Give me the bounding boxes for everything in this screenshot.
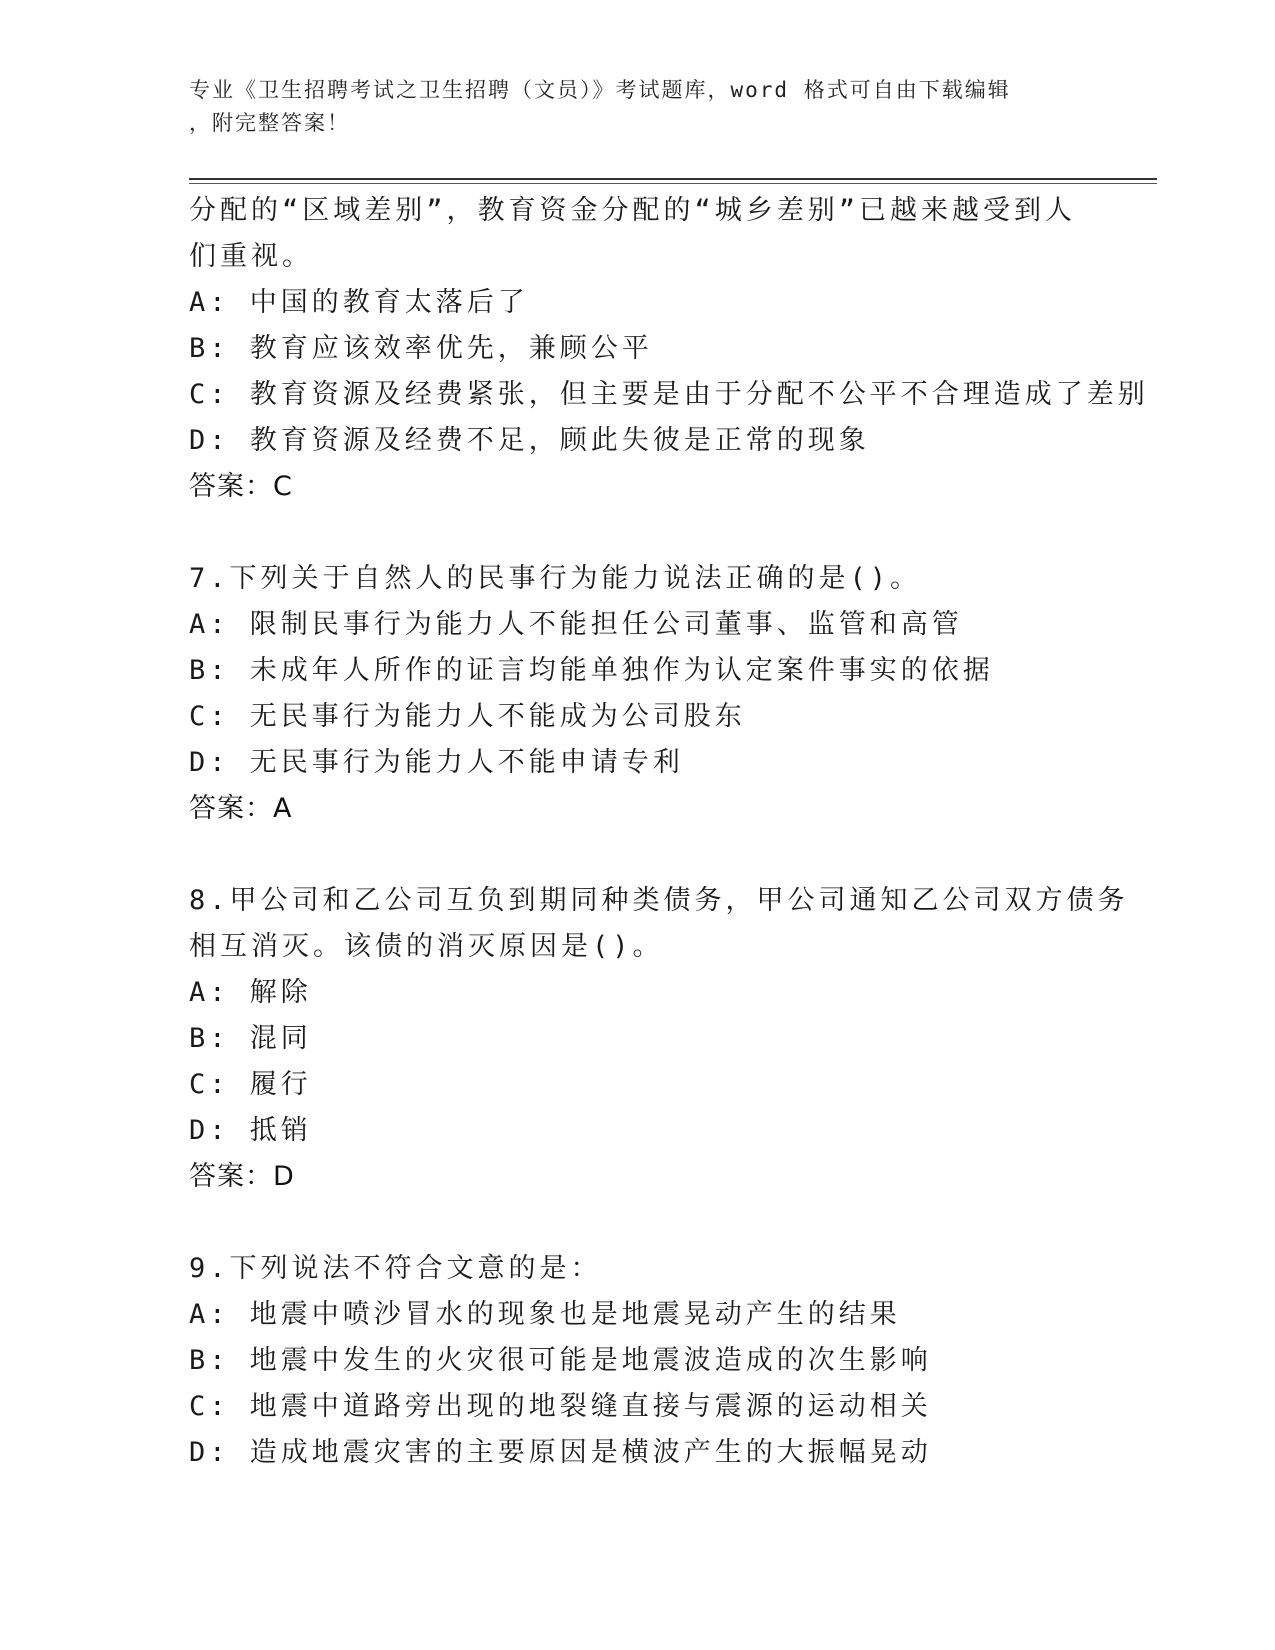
question-7-stem: 7.下列关于自然人的民事行为能力说法正确的是()。 (189, 563, 922, 594)
question-8-option-c: C: 履行 (189, 1069, 312, 1100)
question-6 (189, 188, 1149, 510)
question-6-option-c: C: 教育资源及经费紧张，但主要是由于分配不公平不合理造成了差别 (189, 379, 1149, 410)
question-9-option-c: C: 地震中道路旁出现的地裂缝直接与震源的运动相关 (189, 1391, 932, 1422)
question-6-stem-continued-1: 分配的“区域差别”，教育资金分配的“城乡差别”已越来越受到人 (189, 195, 1077, 226)
question-8-stem-line1: 8.甲公司和乙公司互负到期同种类债务，甲公司通知乙公司双方债务 (189, 885, 1129, 916)
question-list (189, 188, 1149, 1476)
question-7 (189, 556, 1149, 832)
page-header (189, 74, 1069, 140)
header-divider-thick (189, 178, 1157, 180)
question-7-option-b: B: 未成年人所作的证言均能单独作为认定案件事实的依据 (189, 655, 994, 686)
question-7-option-c: C: 无民事行为能力人不能成为公司股东 (189, 701, 746, 732)
question-7-option-d: D: 无民事行为能力人不能申请专利 (189, 747, 684, 778)
question-6-option-a: A: 中国的教育太落后了 (189, 287, 529, 318)
question-8-option-d: D: 抵销 (189, 1115, 312, 1146)
question-6-stem-continued-2: 们重视。 (189, 241, 313, 272)
question-9-stem: 9.下列说法不符合文意的是： (189, 1253, 602, 1284)
spacer (189, 510, 1149, 556)
question-9-option-b: B: 地震中发生的火灾很可能是地震波造成的次生影响 (189, 1345, 932, 1376)
question-9-option-a: A: 地震中喷沙冒水的现象也是地震晃动产生的结果 (189, 1299, 901, 1330)
question-6-option-b: B: 教育应该效率优先，兼顾公平 (189, 333, 653, 364)
question-6-option-d: D: 教育资源及经费不足，顾此失彼是正常的现象 (189, 425, 870, 456)
spacer (189, 1200, 1149, 1246)
question-6-answer: 答案：C (189, 471, 293, 502)
question-8-answer: 答案：D (189, 1161, 295, 1192)
question-7-option-a: A: 限制民事行为能力人不能担任公司董事、监管和高管 (189, 609, 963, 640)
question-8-stem-line2: 相互消灭。该债的消灭原因是()。 (189, 931, 664, 962)
question-8 (189, 878, 1149, 1200)
question-8-option-b: B: 混同 (189, 1023, 312, 1054)
question-9-option-d: D: 造成地震灾害的主要原因是横波产生的大振幅晃动 (189, 1437, 932, 1468)
spacer (189, 832, 1149, 878)
question-7-answer: 答案：A (189, 793, 293, 824)
question-9 (189, 1246, 1149, 1476)
header-title-line2: ，附完整答案！ (189, 111, 350, 135)
header-title-line1: 专业《卫生招聘考试之卫生招聘（文员）》考试题库，word 格式可自由下载编辑 (189, 78, 1011, 102)
header-divider-thin (189, 183, 1157, 184)
question-8-option-a: A: 解除 (189, 977, 312, 1008)
